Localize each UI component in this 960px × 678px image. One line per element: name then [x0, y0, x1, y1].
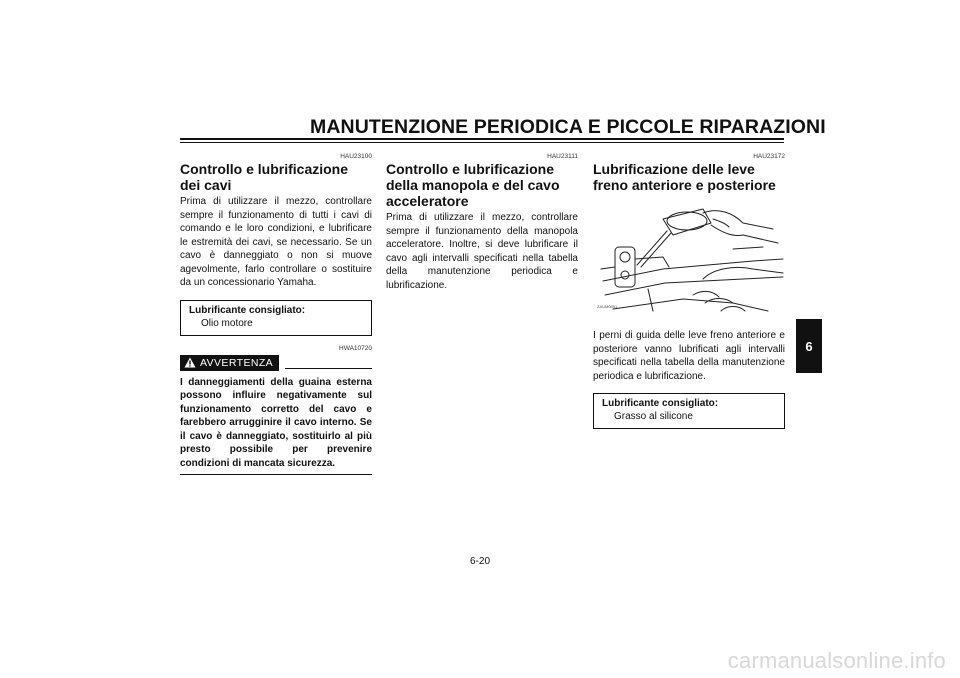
warning-end-rule	[180, 474, 372, 475]
column-throttle	[386, 152, 578, 292]
warning-header	[180, 355, 372, 371]
section-code: HAU23100	[340, 153, 372, 160]
spec-title: Lubrificante consigliato:	[189, 304, 306, 316]
figure-code: ZAUM0851	[597, 304, 618, 309]
warning-rule	[285, 368, 372, 369]
section-body: Prima di utilizzare il mezzo, controllare sempre il funzionamento della manopola acceleratore. Inoltre, si deve lubrificare il cavo agli intervalli specificati nella tabella della manutenzione periodica e lubrificazione.	[386, 212, 578, 291]
section-heading: Controllo e lubrificazione dei cavi	[180, 161, 349, 193]
watermark: carmanualsonline.info	[727, 648, 946, 673]
page-title: MANUTENZIONE PERIODICA E PICCOLE RIPARAZIONI	[310, 116, 826, 138]
spec-value: Olio motore	[201, 317, 253, 329]
lubricant-spec-box	[593, 393, 785, 429]
section-code: HAU23111	[547, 153, 578, 160]
warning-badge	[180, 355, 279, 371]
warning-triangle-icon	[184, 357, 196, 368]
section-code: HAU23172	[753, 153, 785, 160]
chapter-tab: 6	[796, 319, 822, 373]
warning-code: HWA10720	[339, 344, 372, 352]
lubrication-illustration	[593, 199, 785, 321]
column-cables	[180, 152, 372, 475]
warning-label: AVVERTENZA	[200, 356, 274, 369]
section-body: Prima di utilizzare il mezzo, controllare sempre il funzionamento di tutti i cavi di comando e le loro condizioni, e lubrificare le estremità dei cavi, se necessario. Se un cavo è danneggiato o non si muove agevolmente, farlo controllare o sostituire da un concessionario Yamaha.	[180, 196, 372, 288]
header-rule-thick	[180, 138, 784, 140]
warning-text: I danneggiamenti della guaina esterna possono influire negativamente sul funzionamento corretto del cavo e farebbero arrugginire il cavo interno. Se il cavo è danneggiato, sostituirlo al più presto possibile per prevenire condizioni di mancata sicurezza.	[180, 376, 372, 469]
section-heading: Controllo e lubrificazione della manopola e del cavo acceleratore	[386, 161, 560, 209]
spec-value: Grasso al silicone	[614, 411, 693, 422]
page-number: 6-20	[469, 556, 490, 567]
section-body: I perni di guida delle leve freno anteriore e posteriore vanno lubrificati agli intervalli specificati nella tabella della manutenzione periodica e lubrificazione.	[593, 330, 785, 382]
column-brake-levers	[593, 152, 785, 429]
spec-title: Lubrificante consigliato:	[602, 398, 719, 409]
section-heading: Lubrificazione delle leve freno anteriore e posteriore	[593, 161, 776, 193]
lubricant-spec-box	[180, 300, 372, 336]
header-rule-thin	[180, 142, 784, 143]
brake-lever-drawing	[593, 199, 785, 321]
